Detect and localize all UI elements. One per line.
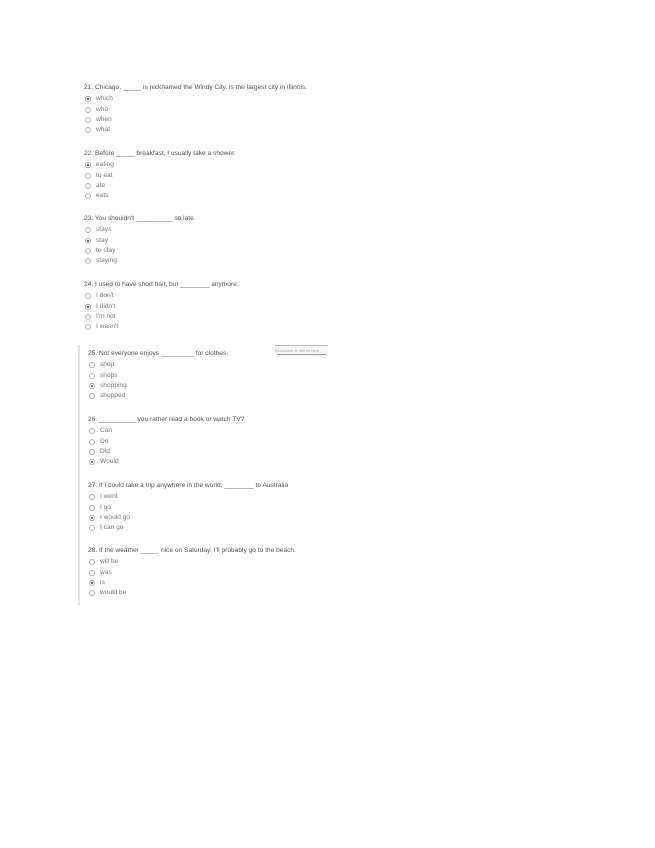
question-22 <box>84 149 236 201</box>
question-24 <box>84 280 239 332</box>
radio-checked-icon[interactable] <box>89 580 95 586</box>
radio-unchecked-icon[interactable] <box>85 117 91 123</box>
answer-option[interactable] <box>88 578 296 588</box>
answer-option-label: shopping <box>100 381 127 389</box>
radio-unchecked-icon[interactable] <box>85 227 91 233</box>
answer-option-label: who <box>96 105 109 113</box>
radio-unchecked-icon[interactable] <box>85 107 91 113</box>
answer-option[interactable] <box>84 125 307 135</box>
answer-option-label: Can <box>100 427 113 435</box>
radio-unchecked-icon[interactable] <box>89 362 95 368</box>
question-panel-border <box>78 345 80 605</box>
question-stem: 23. You shouldn't __________ so late. <box>84 215 196 222</box>
radio-checked-icon[interactable] <box>85 96 91 102</box>
question-stem: 22. Before _____ breakfast, I usually take a shower. <box>84 150 236 157</box>
answer-option[interactable] <box>84 105 307 115</box>
answer-option[interactable] <box>84 115 307 125</box>
question-stem: 28. If the weather _____ nice on Saturday, I'll probably go to the beach. <box>88 547 296 554</box>
answer-option-label: I'm not <box>96 312 116 320</box>
answer-option-label: shop <box>100 361 115 369</box>
answer-option[interactable] <box>84 291 239 301</box>
answer-option[interactable] <box>88 447 244 457</box>
answer-option[interactable] <box>84 312 239 322</box>
radio-checked-icon[interactable] <box>85 304 91 310</box>
answer-option-label: staying <box>96 257 117 265</box>
radio-checked-icon[interactable] <box>89 383 95 389</box>
answer-option-label: is <box>100 578 105 586</box>
answer-option-label: shopped <box>100 392 126 400</box>
question-28 <box>88 546 296 598</box>
answer-option[interactable] <box>84 302 239 312</box>
answer-option[interactable] <box>88 588 296 598</box>
answer-option-label: was <box>100 568 112 576</box>
question-25 <box>88 349 228 401</box>
answer-option[interactable] <box>84 236 196 246</box>
radio-unchecked-icon[interactable] <box>89 570 95 576</box>
question-23 <box>84 214 196 266</box>
answer-option[interactable] <box>88 360 228 370</box>
answer-option-label: stays <box>96 226 112 234</box>
answer-option-label: Do <box>100 437 109 445</box>
radio-unchecked-icon[interactable] <box>89 559 95 565</box>
answer-option-label: I can go <box>100 524 124 532</box>
question-27 <box>88 481 288 533</box>
answer-option-label: I didn't <box>96 302 116 310</box>
answer-option[interactable] <box>88 513 288 523</box>
question-stem: 27. If I could take a trip anywhere in the world, ________ to Australia <box>88 482 289 489</box>
radio-unchecked-icon[interactable] <box>85 127 91 133</box>
answer-option-label: when <box>96 115 112 123</box>
question-stem: 25. Not everyone enjoys _________ for clothes. <box>88 350 229 357</box>
question-stem: 26. __________ you rather read a book or watch TV? <box>88 416 245 423</box>
answer-option-label: shops <box>100 371 118 379</box>
answer-option[interactable] <box>88 426 244 436</box>
answer-option[interactable] <box>88 523 288 533</box>
radio-unchecked-icon[interactable] <box>85 324 91 330</box>
answer-option[interactable] <box>84 191 236 201</box>
answer-option-label: Would <box>100 458 119 466</box>
answer-option-label: eating <box>96 161 114 169</box>
question-21 <box>84 83 307 135</box>
answer-option[interactable] <box>84 181 236 191</box>
answer-option[interactable] <box>84 160 236 170</box>
answer-option-label: I went <box>100 493 118 501</box>
radio-unchecked-icon[interactable] <box>85 173 91 179</box>
answer-option-label: will be <box>100 558 119 566</box>
answer-option[interactable] <box>88 568 296 578</box>
side-note-text: Remember to ask for help <box>275 349 319 353</box>
radio-unchecked-icon[interactable] <box>85 248 91 254</box>
answer-option[interactable] <box>88 371 228 381</box>
question-26 <box>88 415 244 467</box>
answer-option-label: I would go <box>100 513 131 521</box>
radio-checked-icon[interactable] <box>85 238 91 244</box>
radio-unchecked-icon[interactable] <box>89 373 95 379</box>
side-note-underline <box>277 354 326 355</box>
answer-option-label: eats <box>96 192 109 200</box>
radio-unchecked-icon[interactable] <box>89 428 95 434</box>
side-note <box>275 345 328 357</box>
answer-option[interactable] <box>88 381 228 391</box>
answer-option-label: to stay <box>96 246 116 254</box>
answer-option[interactable] <box>84 171 236 181</box>
answer-option[interactable] <box>88 492 288 502</box>
radio-unchecked-icon[interactable] <box>89 439 95 445</box>
answer-option-label: I wasn't <box>96 323 119 331</box>
answer-option-label: I don't <box>96 292 114 300</box>
answer-option[interactable] <box>84 322 239 332</box>
radio-checked-icon[interactable] <box>89 459 95 465</box>
answer-option-label: I go <box>100 503 111 511</box>
answer-option[interactable] <box>84 246 196 256</box>
radio-unchecked-icon[interactable] <box>85 258 91 264</box>
radio-unchecked-icon[interactable] <box>85 193 91 199</box>
answer-option[interactable] <box>88 457 244 467</box>
answer-option-label: what <box>96 126 110 134</box>
answer-option-label: would be <box>100 589 127 597</box>
answer-option[interactable] <box>88 557 296 567</box>
radio-unchecked-icon[interactable] <box>89 590 95 596</box>
answer-option[interactable] <box>84 256 196 266</box>
answer-option[interactable] <box>88 437 244 447</box>
answer-option-label: Did <box>100 447 110 455</box>
radio-unchecked-icon[interactable] <box>89 393 95 399</box>
question-stem: 24. I used to have short hair, but ________ anymore. <box>84 281 239 288</box>
answer-option[interactable] <box>84 225 196 235</box>
answer-option-label: ate <box>96 181 106 189</box>
radio-unchecked-icon[interactable] <box>89 494 95 500</box>
radio-checked-icon[interactable] <box>85 162 91 168</box>
answer-option[interactable] <box>88 391 228 401</box>
radio-unchecked-icon[interactable] <box>89 449 95 455</box>
radio-unchecked-icon[interactable] <box>85 183 91 189</box>
answer-option[interactable] <box>84 94 307 104</box>
radio-checked-icon[interactable] <box>89 515 95 521</box>
question-stem: 21. Chicago, _____ is nicknamed the Windy City, is the largest city in Illinois. <box>84 84 308 91</box>
radio-unchecked-icon[interactable] <box>89 525 95 531</box>
radio-unchecked-icon[interactable] <box>85 314 91 320</box>
radio-unchecked-icon[interactable] <box>89 505 95 511</box>
answer-option-label: stay <box>96 236 109 244</box>
answer-option[interactable] <box>88 503 288 513</box>
answer-option-label: which <box>96 95 113 103</box>
answer-option-label: to eat <box>96 171 113 179</box>
radio-unchecked-icon[interactable] <box>85 293 91 299</box>
